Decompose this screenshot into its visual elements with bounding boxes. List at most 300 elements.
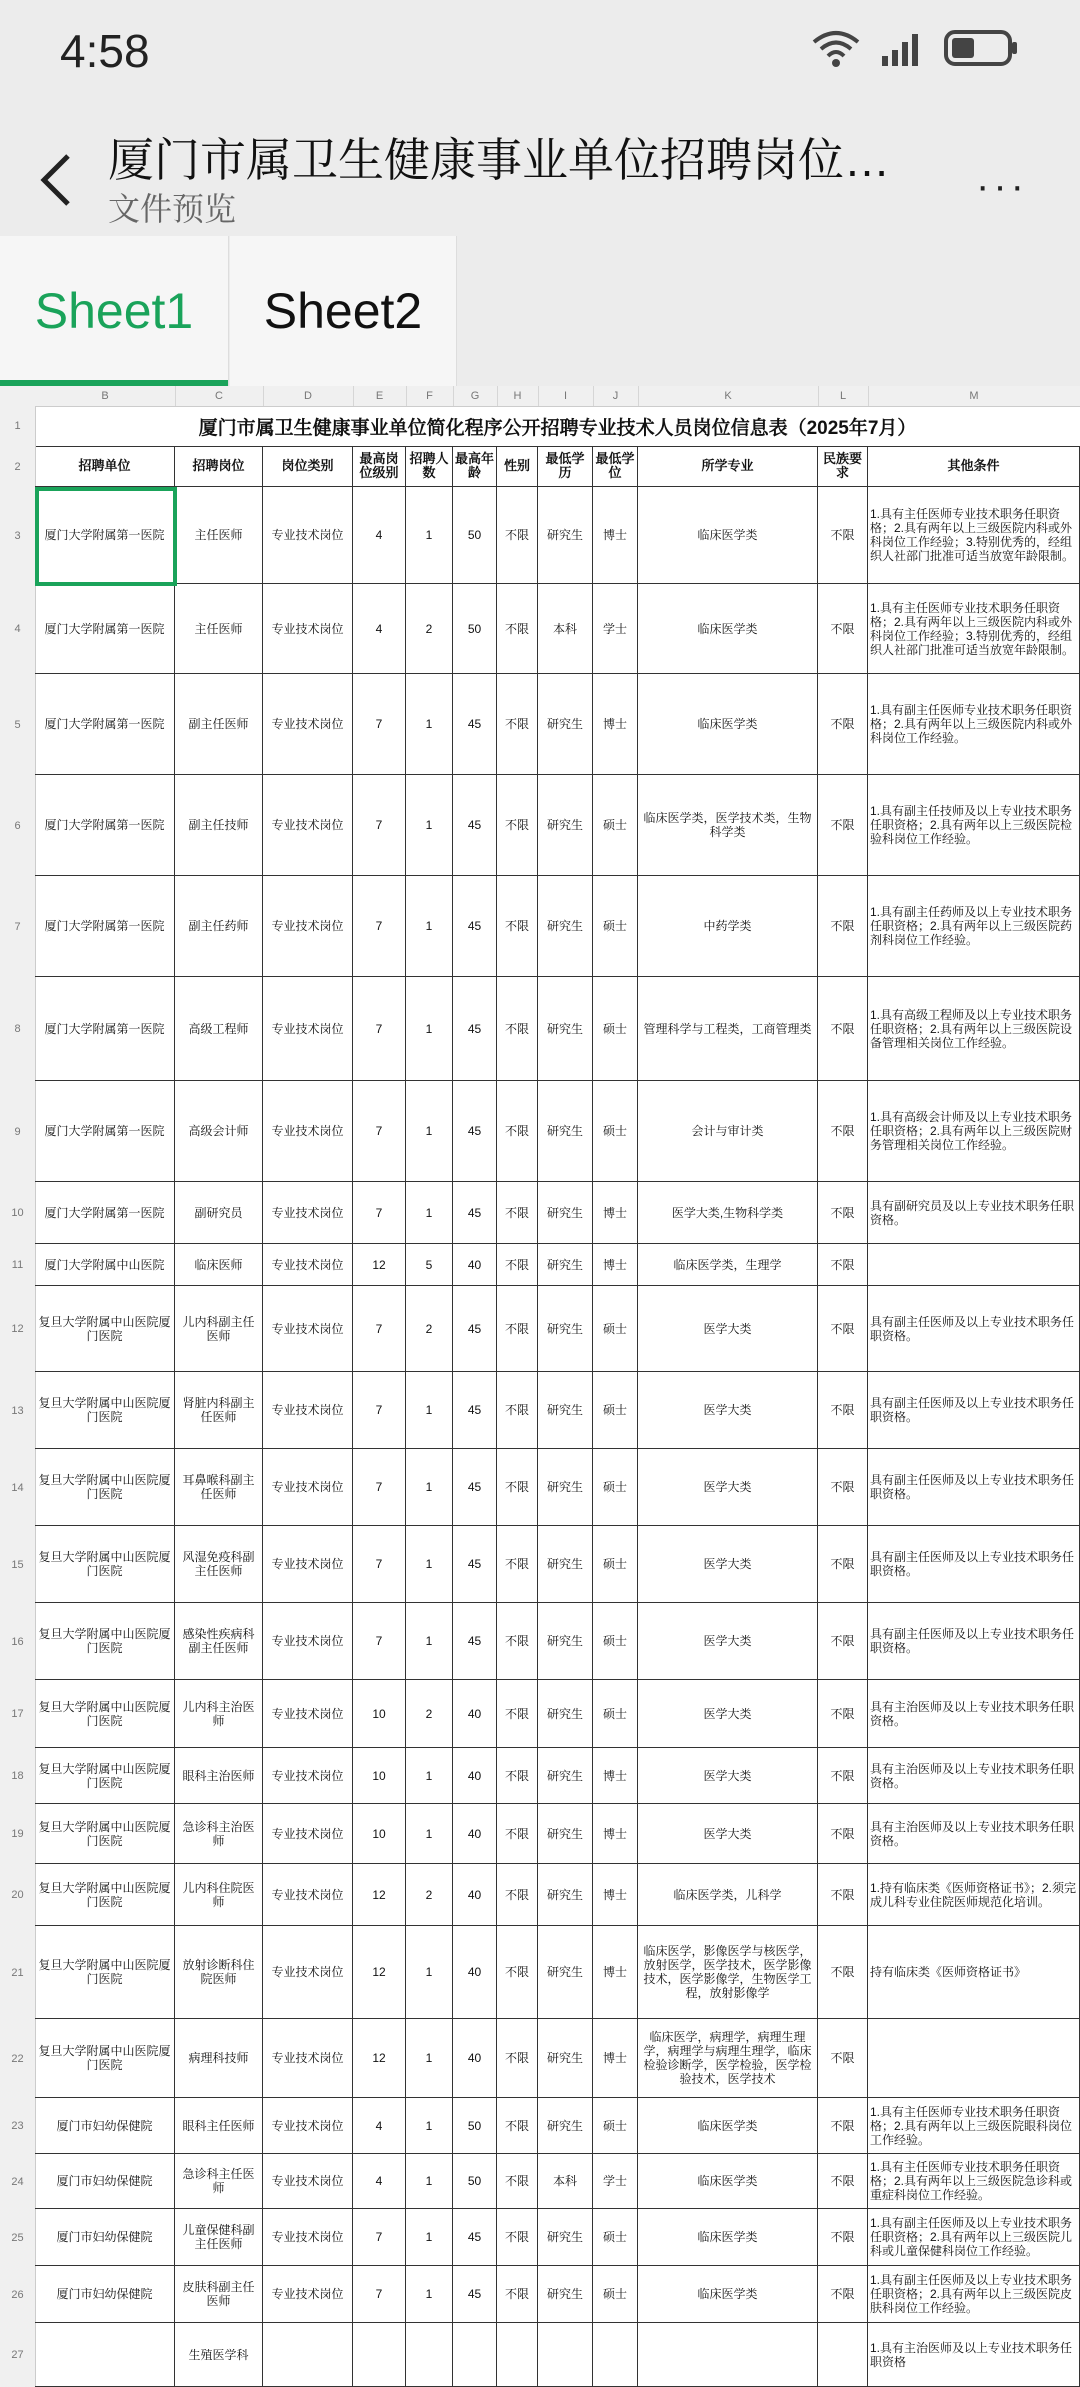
tab-sheet2[interactable]: Sheet2: [230, 236, 457, 386]
table-cell[interactable]: 具有副主任医师及以上专业技术职务任职资格。: [868, 1372, 1080, 1449]
table-cell[interactable]: 专业技术岗位: [263, 1449, 353, 1526]
table-cell[interactable]: 不限: [497, 2154, 538, 2209]
header-cell[interactable]: 岗位类别: [263, 446, 353, 487]
table-cell[interactable]: 感染性疾病科副主任医师: [175, 1603, 263, 1680]
table-cell[interactable]: 医学大类: [638, 1680, 818, 1748]
header-cell[interactable]: 所学专业: [638, 446, 818, 487]
table-cell[interactable]: 1.具有主治医师及以上专业技术职务任职资格: [868, 2323, 1080, 2387]
table-cell[interactable]: 研究生: [538, 876, 593, 977]
table-cell[interactable]: 研究生: [538, 2098, 593, 2154]
table-cell[interactable]: 2: [406, 1680, 453, 1748]
table-cell[interactable]: 不限: [497, 674, 538, 775]
table-cell[interactable]: 不限: [497, 1081, 538, 1182]
table-cell[interactable]: 7: [353, 1182, 406, 1244]
table-cell[interactable]: 临床医学类: [638, 2098, 818, 2154]
table-cell[interactable]: 复旦大学附属中山医院厦门医院: [35, 1449, 175, 1526]
table-cell[interactable]: 50: [453, 584, 497, 674]
table-cell[interactable]: 研究生: [538, 1926, 593, 2019]
table-cell[interactable]: 不限: [497, 487, 538, 584]
table-cell[interactable]: 临床医学类: [638, 487, 818, 584]
table-cell[interactable]: 7: [353, 775, 406, 876]
table-cell[interactable]: 专业技术岗位: [263, 1244, 353, 1286]
table-cell[interactable]: 不限: [818, 1244, 868, 1286]
table-cell[interactable]: 厦门大学附属第一医院: [35, 1182, 175, 1244]
table-cell[interactable]: 45: [453, 977, 497, 1081]
header-cell[interactable]: 民族要求: [818, 446, 868, 487]
column-letter-H[interactable]: H: [497, 386, 539, 406]
table-cell[interactable]: 7: [353, 2266, 406, 2323]
table-cell[interactable]: 博士: [593, 487, 638, 584]
table-cell[interactable]: 40: [453, 1804, 497, 1864]
table-cell[interactable]: 7: [353, 1449, 406, 1526]
table-cell[interactable]: 耳鼻喉科副主任医师: [175, 1449, 263, 1526]
table-cell[interactable]: 不限: [497, 584, 538, 674]
table-cell[interactable]: 不限: [497, 977, 538, 1081]
table-cell[interactable]: 45: [453, 1603, 497, 1680]
table-cell[interactable]: 复旦大学附属中山医院厦门医院: [35, 2019, 175, 2098]
row-number[interactable]: 24: [0, 2154, 36, 2210]
table-cell[interactable]: 不限: [818, 584, 868, 674]
table-cell[interactable]: 医学大类: [638, 1603, 818, 1680]
table-cell[interactable]: 博士: [593, 1926, 638, 2019]
table-cell[interactable]: 1: [406, 2019, 453, 2098]
table-cell[interactable]: 1.具有副主任医师及以上专业技术职务任职资格；2.具有两年以上三级医院儿科或儿童保健科岗位工作经验。: [868, 2209, 1080, 2266]
spreadsheet-grid[interactable]: [0, 386, 1080, 2387]
table-cell[interactable]: 复旦大学附属中山医院厦门医院: [35, 1286, 175, 1372]
table-cell[interactable]: 副研究员: [175, 1182, 263, 1244]
table-cell[interactable]: 眼科主治医师: [175, 1748, 263, 1804]
table-cell[interactable]: 不限: [497, 2266, 538, 2323]
table-cell[interactable]: 5: [406, 1244, 453, 1286]
table-cell[interactable]: 专业技术岗位: [263, 1372, 353, 1449]
header-cell[interactable]: 最高年龄: [453, 446, 497, 487]
table-cell[interactable]: 不限: [497, 1286, 538, 1372]
table-cell[interactable]: 专业技术岗位: [263, 977, 353, 1081]
table-cell[interactable]: 不限: [497, 876, 538, 977]
table-cell[interactable]: [818, 2323, 868, 2387]
table-cell[interactable]: 儿童保健科副主任医师: [175, 2209, 263, 2266]
table-cell[interactable]: 4: [353, 487, 406, 584]
table-cell[interactable]: 复旦大学附属中山医院厦门医院: [35, 1864, 175, 1926]
table-cell[interactable]: 硕士: [593, 1526, 638, 1603]
table-cell[interactable]: 专业技术岗位: [263, 2154, 353, 2209]
header-cell[interactable]: 其他条件: [868, 446, 1080, 487]
table-cell[interactable]: 1: [406, 775, 453, 876]
table-cell[interactable]: 高级工程师: [175, 977, 263, 1081]
table-cell[interactable]: 专业技术岗位: [263, 2266, 353, 2323]
table-cell[interactable]: 50: [453, 2098, 497, 2154]
table-cell[interactable]: 45: [453, 775, 497, 876]
table-cell[interactable]: 12: [353, 1926, 406, 2019]
table-cell[interactable]: 研究生: [538, 2209, 593, 2266]
table-cell[interactable]: 持有临床类《医师资格证书》: [868, 1926, 1080, 2019]
table-cell[interactable]: 研究生: [538, 1372, 593, 1449]
table-cell[interactable]: 病理科技师: [175, 2019, 263, 2098]
table-cell[interactable]: 1.具有主任医师专业技术职务任职资格；2.具有两年以上三级医院眼科岗位工作经验。: [868, 2098, 1080, 2154]
table-cell[interactable]: 具有主治医师及以上专业技术职务任职资格。: [868, 1804, 1080, 1864]
table-cell[interactable]: 1: [406, 1182, 453, 1244]
table-cell[interactable]: 本科: [538, 584, 593, 674]
table-cell[interactable]: 40: [453, 1926, 497, 2019]
table-cell[interactable]: 研究生: [538, 2019, 593, 2098]
table-cell[interactable]: 临床医学，影像医学与核医学，放射医学，医学技术，医学影像技术，医学影像学，生物医学工程，放射影像学: [638, 1926, 818, 2019]
table-cell[interactable]: 医学大类: [638, 1372, 818, 1449]
column-letter-B[interactable]: B: [35, 386, 176, 406]
row-number[interactable]: 10: [0, 1182, 36, 1245]
table-cell[interactable]: 具有副主任医师及以上专业技术职务任职资格。: [868, 1603, 1080, 1680]
row-number[interactable]: 15: [0, 1526, 36, 1604]
table-cell[interactable]: 2: [406, 584, 453, 674]
row-number[interactable]: 17: [0, 1680, 36, 1749]
row-number[interactable]: 13: [0, 1372, 36, 1450]
table-cell[interactable]: 不限: [818, 775, 868, 876]
table-cell[interactable]: 7: [353, 876, 406, 977]
table-cell[interactable]: 具有主治医师及以上专业技术职务任职资格。: [868, 1680, 1080, 1748]
header-cell[interactable]: 招聘人数: [406, 446, 453, 487]
table-cell[interactable]: 风湿免疫科副主任医师: [175, 1526, 263, 1603]
table-cell[interactable]: 儿内科住院医师: [175, 1864, 263, 1926]
table-cell[interactable]: 研究生: [538, 1748, 593, 1804]
table-cell[interactable]: 复旦大学附属中山医院厦门医院: [35, 1680, 175, 1748]
table-cell[interactable]: 不限: [818, 487, 868, 584]
header-cell[interactable]: 招聘单位: [35, 446, 175, 487]
table-cell[interactable]: [263, 2323, 353, 2387]
table-cell[interactable]: 不限: [818, 2266, 868, 2323]
table-cell[interactable]: 不限: [818, 2098, 868, 2154]
table-cell[interactable]: 硕士: [593, 1286, 638, 1372]
table-cell[interactable]: 厦门大学附属第一医院: [35, 584, 175, 674]
table-cell[interactable]: 不限: [497, 1748, 538, 1804]
table-cell[interactable]: 1.具有副主任技师及以上专业技术职务任职资格；2.具有两年以上三级医院检验科岗位工作经验。: [868, 775, 1080, 876]
table-cell[interactable]: 1: [406, 1372, 453, 1449]
table-cell[interactable]: 博士: [593, 1182, 638, 1244]
table-cell[interactable]: 厦门市妇幼保健院: [35, 2154, 175, 2209]
table-cell[interactable]: 副主任技师: [175, 775, 263, 876]
row-number[interactable]: 18: [0, 1748, 36, 1805]
row-number[interactable]: 25: [0, 2209, 36, 2267]
table-cell[interactable]: 不限: [818, 977, 868, 1081]
table-cell[interactable]: [593, 2323, 638, 2387]
table-cell[interactable]: 研究生: [538, 674, 593, 775]
table-cell[interactable]: 临床医学类: [638, 674, 818, 775]
table-cell[interactable]: 学士: [593, 2154, 638, 2209]
table-cell[interactable]: 不限: [818, 2019, 868, 2098]
column-letter-J[interactable]: J: [593, 386, 639, 406]
header-cell[interactable]: 最低学位: [593, 446, 638, 487]
table-cell[interactable]: 眼科主任医师: [175, 2098, 263, 2154]
table-cell[interactable]: 复旦大学附属中山医院厦门医院: [35, 1603, 175, 1680]
table-cell[interactable]: 硕士: [593, 1449, 638, 1526]
row-number[interactable]: 8: [0, 977, 36, 1082]
table-cell[interactable]: [638, 2323, 818, 2387]
table-cell[interactable]: 医学大类: [638, 1748, 818, 1804]
table-cell[interactable]: 不限: [818, 1286, 868, 1372]
table-cell[interactable]: 研究生: [538, 1244, 593, 1286]
row-number[interactable]: 22: [0, 2019, 36, 2099]
table-cell[interactable]: 1: [406, 2266, 453, 2323]
table-cell[interactable]: 厦门市妇幼保健院: [35, 2098, 175, 2154]
table-cell[interactable]: 医学大类: [638, 1526, 818, 1603]
table-cell[interactable]: 厦门市妇幼保健院: [35, 2209, 175, 2266]
table-cell[interactable]: 临床医学类: [638, 2209, 818, 2266]
table-cell[interactable]: 博士: [593, 1244, 638, 1286]
table-cell[interactable]: 硕士: [593, 876, 638, 977]
table-cell[interactable]: 专业技术岗位: [263, 1603, 353, 1680]
table-cell[interactable]: 副主任医师: [175, 674, 263, 775]
table-cell[interactable]: 1: [406, 2154, 453, 2209]
header-cell[interactable]: 最低学历: [538, 446, 593, 487]
table-cell[interactable]: 研究生: [538, 1449, 593, 1526]
table-cell[interactable]: 1: [406, 1081, 453, 1182]
row-number[interactable]: 7: [0, 876, 36, 978]
table-cell[interactable]: 专业技术岗位: [263, 1081, 353, 1182]
table-cell[interactable]: 具有副研究员及以上专业技术职务任职资格。: [868, 1182, 1080, 1244]
table-cell[interactable]: 1: [406, 1804, 453, 1864]
table-cell[interactable]: 研究生: [538, 1603, 593, 1680]
table-cell[interactable]: 会计与审计类: [638, 1081, 818, 1182]
table-cell[interactable]: 7: [353, 674, 406, 775]
table-cell[interactable]: 临床医学，病理学，病理生理学，病理学与病理生理学，临床检验诊断学，医学检验，医学检验技术，医学技术: [638, 2019, 818, 2098]
row-number[interactable]: 6: [0, 775, 36, 877]
table-cell[interactable]: 7: [353, 977, 406, 1081]
table-cell[interactable]: 4: [353, 584, 406, 674]
table-cell[interactable]: 专业技术岗位: [263, 487, 353, 584]
table-cell[interactable]: 研究生: [538, 1286, 593, 1372]
table-cell[interactable]: 不限: [497, 1182, 538, 1244]
table-cell[interactable]: 复旦大学附属中山医院厦门医院: [35, 1748, 175, 1804]
column-letter-G[interactable]: G: [453, 386, 498, 406]
table-cell[interactable]: 1: [406, 2209, 453, 2266]
table-cell[interactable]: 具有副主任医师及以上专业技术职务任职资格。: [868, 1449, 1080, 1526]
table-cell[interactable]: 不限: [818, 2154, 868, 2209]
table-cell[interactable]: 研究生: [538, 487, 593, 584]
table-cell[interactable]: [538, 2323, 593, 2387]
table-cell[interactable]: 1: [406, 1449, 453, 1526]
table-cell[interactable]: 具有副主任医师及以上专业技术职务任职资格。: [868, 1526, 1080, 1603]
table-cell[interactable]: 不限: [818, 2209, 868, 2266]
table-cell[interactable]: 1: [406, 1926, 453, 2019]
table-cell[interactable]: 45: [453, 1081, 497, 1182]
table-cell[interactable]: 专业技术岗位: [263, 775, 353, 876]
header-cell[interactable]: 性别: [497, 446, 538, 487]
table-cell[interactable]: 放射诊断科住院医师: [175, 1926, 263, 2019]
table-cell[interactable]: 不限: [818, 674, 868, 775]
table-cell[interactable]: 副主任药师: [175, 876, 263, 977]
table-cell[interactable]: 博士: [593, 674, 638, 775]
row-number[interactable]: 21: [0, 1926, 36, 2020]
table-cell[interactable]: 1: [406, 1526, 453, 1603]
table-cell[interactable]: 40: [453, 2019, 497, 2098]
row-number[interactable]: 19: [0, 1804, 36, 1865]
table-cell[interactable]: 1.具有主任医师专业技术职务任职资格；2.具有两年以上三级医院内科或外科岗位工作经验；3.特别优秀的，经组织人社部门批准可适当放宽年龄限制。: [868, 584, 1080, 674]
row-number[interactable]: 12: [0, 1286, 36, 1373]
table-cell[interactable]: 7: [353, 1526, 406, 1603]
table-cell[interactable]: 临床医学类: [638, 2154, 818, 2209]
table-cell[interactable]: 医学大类: [638, 1804, 818, 1864]
table-cell[interactable]: 不限: [497, 1680, 538, 1748]
table-cell[interactable]: 7: [353, 2209, 406, 2266]
table-cell[interactable]: 7: [353, 1081, 406, 1182]
column-letter-K[interactable]: K: [638, 386, 819, 406]
header-cell[interactable]: 最高岗位级别: [353, 446, 406, 487]
table-cell[interactable]: 医学大类: [638, 1286, 818, 1372]
table-cell[interactable]: 复旦大学附属中山医院厦门医院: [35, 1804, 175, 1864]
row-number[interactable]: 23: [0, 2098, 36, 2155]
table-cell[interactable]: 复旦大学附属中山医院厦门医院: [35, 1926, 175, 2019]
table-cell[interactable]: 博士: [593, 2019, 638, 2098]
table-cell[interactable]: 不限: [497, 1603, 538, 1680]
table-cell[interactable]: 硕士: [593, 1680, 638, 1748]
table-cell[interactable]: 不限: [497, 1526, 538, 1603]
table-cell[interactable]: 临床医学类: [638, 584, 818, 674]
table-cell[interactable]: 50: [453, 487, 497, 584]
table-cell[interactable]: 1.具有副主任药师及以上专业技术职务任职资格；2.具有两年以上三级医院药剂科岗位工作经验。: [868, 876, 1080, 977]
table-cell[interactable]: 中药学类: [638, 876, 818, 977]
table-cell[interactable]: 硕士: [593, 1372, 638, 1449]
table-cell[interactable]: 4: [353, 2098, 406, 2154]
table-cell[interactable]: 厦门大学附属第一医院: [35, 674, 175, 775]
row-number[interactable]: 1: [0, 406, 36, 447]
table-cell[interactable]: 学士: [593, 584, 638, 674]
table-cell[interactable]: 硕士: [593, 2209, 638, 2266]
table-cell[interactable]: 硕士: [593, 1603, 638, 1680]
table-cell[interactable]: 12: [353, 1864, 406, 1926]
table-cell[interactable]: 肾脏内科副主任医师: [175, 1372, 263, 1449]
row-number[interactable]: 26: [0, 2266, 36, 2324]
table-cell[interactable]: 40: [453, 1244, 497, 1286]
back-arrow-icon[interactable]: [36, 150, 76, 210]
table-cell[interactable]: 1.具有高级会计师及以上专业技术职务任职资格；2.具有两年以上三级医院财务管理相关岗位工作经验。: [868, 1081, 1080, 1182]
table-cell[interactable]: 1.具有副主任医师及以上专业技术职务任职资格；2.具有两年以上三级医院皮肤科岗位工作经验。: [868, 2266, 1080, 2323]
table-cell[interactable]: 不限: [497, 1926, 538, 2019]
row-number[interactable]: 27: [0, 2323, 36, 2387]
table-cell[interactable]: 厦门市妇幼保健院: [35, 2266, 175, 2323]
table-cell[interactable]: 研究生: [538, 1680, 593, 1748]
table-cell[interactable]: 专业技术岗位: [263, 1864, 353, 1926]
row-number[interactable]: 2: [0, 446, 36, 488]
table-cell[interactable]: 专业技术岗位: [263, 584, 353, 674]
table-cell[interactable]: 厦门大学附属第一医院: [35, 977, 175, 1081]
table-cell[interactable]: 专业技术岗位: [263, 1526, 353, 1603]
table-cell[interactable]: 研究生: [538, 1081, 593, 1182]
table-cell[interactable]: 不限: [497, 1449, 538, 1526]
table-cell[interactable]: 专业技术岗位: [263, 674, 353, 775]
table-cell[interactable]: 1: [406, 2098, 453, 2154]
table-cell[interactable]: 不限: [497, 1244, 538, 1286]
table-cell[interactable]: 1: [406, 1603, 453, 1680]
table-cell[interactable]: 厦门大学附属第一医院: [35, 487, 175, 584]
table-cell[interactable]: 管理科学与工程类，工商管理类: [638, 977, 818, 1081]
column-letter-D[interactable]: D: [263, 386, 354, 406]
table-cell[interactable]: 1.持有临床类《医师资格证书》；2.须完成儿科专业住院医师规范化培训。: [868, 1864, 1080, 1926]
table-cell[interactable]: 12: [353, 1244, 406, 1286]
table-cell[interactable]: 不限: [497, 1864, 538, 1926]
row-number[interactable]: 4: [0, 584, 36, 675]
row-number[interactable]: 20: [0, 1864, 36, 1927]
table-cell[interactable]: 1.具有主任医师专业技术职务任职资格；2.具有两年以上三级医院急诊科或重症科岗位工作经验。: [868, 2154, 1080, 2209]
header-cell[interactable]: 招聘岗位: [175, 446, 263, 487]
row-number[interactable]: 9: [0, 1081, 36, 1183]
table-cell[interactable]: 复旦大学附属中山医院厦门医院: [35, 1526, 175, 1603]
row-number[interactable]: 11: [0, 1244, 36, 1287]
column-letter-E[interactable]: E: [353, 386, 407, 406]
table-cell[interactable]: 研究生: [538, 775, 593, 876]
table-cell[interactable]: 临床医学类，儿科学: [638, 1864, 818, 1926]
column-letter-L[interactable]: L: [818, 386, 869, 406]
table-cell[interactable]: [868, 1244, 1080, 1286]
table-cell[interactable]: 不限: [818, 1081, 868, 1182]
table-cell[interactable]: 具有副主任医师及以上专业技术职务任职资格。: [868, 1286, 1080, 1372]
table-cell[interactable]: 主任医师: [175, 584, 263, 674]
table-cell[interactable]: 研究生: [538, 1182, 593, 1244]
table-cell[interactable]: 专业技术岗位: [263, 2209, 353, 2266]
table-cell[interactable]: 厦门大学附属第一医院: [35, 775, 175, 876]
table-cell[interactable]: 临床医学类: [638, 2266, 818, 2323]
table-cell[interactable]: 50: [453, 2154, 497, 2209]
table-cell[interactable]: 主任医师: [175, 487, 263, 584]
table-cell[interactable]: 硕士: [593, 2266, 638, 2323]
table-cell[interactable]: 本科: [538, 2154, 593, 2209]
table-cell[interactable]: 2: [406, 1864, 453, 1926]
table-cell[interactable]: 1: [406, 876, 453, 977]
table-cell[interactable]: [497, 2323, 538, 2387]
table-cell[interactable]: 医学大类: [638, 1449, 818, 1526]
tab-sheet1[interactable]: Sheet1: [0, 236, 229, 386]
row-number[interactable]: 5: [0, 674, 36, 776]
table-cell[interactable]: 45: [453, 1286, 497, 1372]
table-cell[interactable]: 45: [453, 1449, 497, 1526]
table-cell[interactable]: 1.具有高级工程师及以上专业技术职务任职资格；2.具有两年以上三级医院设备管理相关岗位工作经验。: [868, 977, 1080, 1081]
table-cell[interactable]: 1: [406, 674, 453, 775]
table-cell[interactable]: 2: [406, 1286, 453, 1372]
table-cell[interactable]: 专业技术岗位: [263, 1182, 353, 1244]
table-cell[interactable]: 45: [453, 876, 497, 977]
table-cell[interactable]: 博士: [593, 1864, 638, 1926]
table-cell[interactable]: 10: [353, 1748, 406, 1804]
row-number[interactable]: 3: [0, 487, 36, 585]
table-cell[interactable]: 不限: [818, 1804, 868, 1864]
table-cell[interactable]: 不限: [497, 1804, 538, 1864]
table-cell[interactable]: 皮肤科副主任医师: [175, 2266, 263, 2323]
table-cell[interactable]: 专业技术岗位: [263, 2098, 353, 2154]
table-cell[interactable]: 研究生: [538, 1526, 593, 1603]
table-cell[interactable]: 不限: [497, 2098, 538, 2154]
table-cell[interactable]: 4: [353, 2154, 406, 2209]
table-cell[interactable]: 不限: [818, 876, 868, 977]
table-cell[interactable]: 不限: [818, 1864, 868, 1926]
table-cell[interactable]: 40: [453, 1680, 497, 1748]
row-number[interactable]: 16: [0, 1603, 36, 1681]
table-cell[interactable]: 厦门大学附属第一医院: [35, 876, 175, 977]
table-cell[interactable]: 急诊科主任医师: [175, 2154, 263, 2209]
table-cell[interactable]: 专业技术岗位: [263, 876, 353, 977]
table-cell[interactable]: 1: [406, 487, 453, 584]
row-number[interactable]: 14: [0, 1449, 36, 1527]
table-cell[interactable]: 不限: [818, 1926, 868, 2019]
table-cell[interactable]: 不限: [818, 1680, 868, 1748]
table-cell[interactable]: 专业技术岗位: [263, 1804, 353, 1864]
table-cell[interactable]: 7: [353, 1372, 406, 1449]
table-cell[interactable]: 厦门大学附属第一医院: [35, 1081, 175, 1182]
column-letter-F[interactable]: F: [406, 386, 454, 406]
table-cell[interactable]: 临床医师: [175, 1244, 263, 1286]
table-cell[interactable]: [453, 2323, 497, 2387]
table-cell[interactable]: 急诊科主治医师: [175, 1804, 263, 1864]
table-cell[interactable]: 45: [453, 674, 497, 775]
table-cell[interactable]: 45: [453, 2209, 497, 2266]
table-cell[interactable]: [35, 2323, 175, 2387]
table-cell[interactable]: 医学大类,生物科学类: [638, 1182, 818, 1244]
